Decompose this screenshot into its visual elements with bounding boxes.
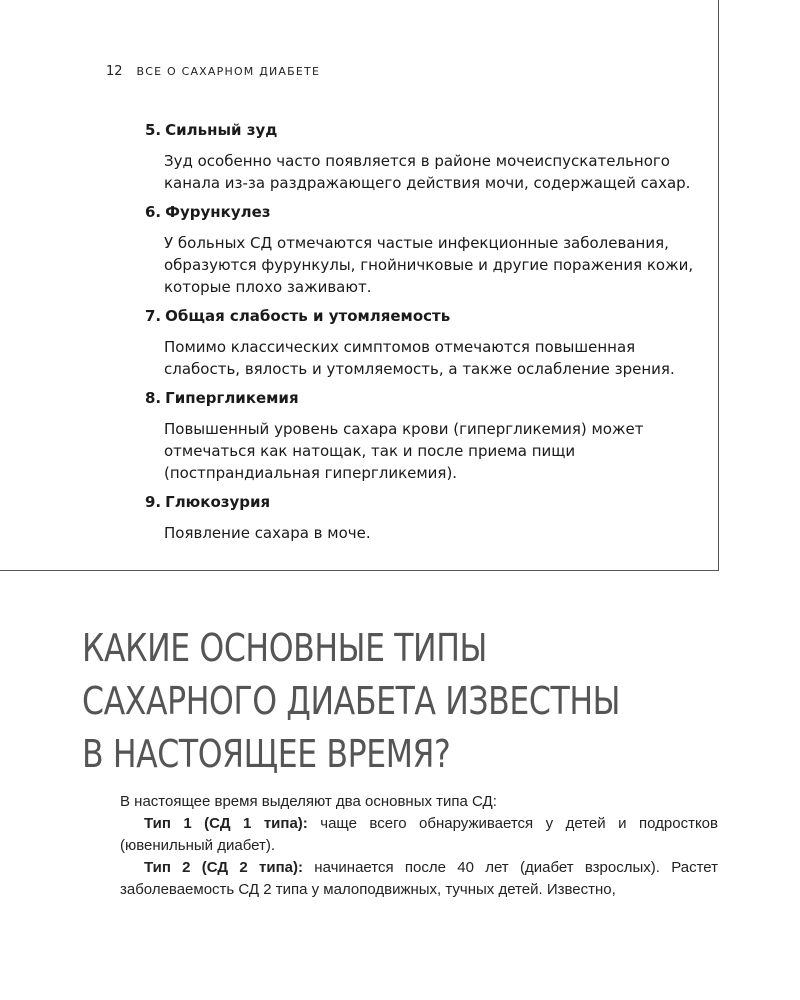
symptom-title bbox=[145, 120, 715, 140]
symptom-description: Повышенный уровень сахара крови (гипергликемия) может отмечаться как натощак, так и после приема пищи (постпрандиальная гипергликемия). bbox=[164, 420, 644, 482]
symptom-title-text: Глюкозурия bbox=[165, 493, 271, 511]
section-title: ВСЕ О САХАРНОМ ДИАБЕТЕ bbox=[136, 65, 321, 78]
type1-paragraph bbox=[120, 813, 718, 857]
symptom-description: Появление сахара в моче. bbox=[164, 524, 371, 542]
symptom-title bbox=[145, 202, 715, 222]
symptom-number: 5. bbox=[145, 121, 162, 139]
running-head bbox=[106, 64, 320, 79]
symptom-number: 9. bbox=[145, 493, 162, 511]
symptom-title-text: Фурункулез bbox=[165, 203, 271, 221]
symptom-title bbox=[145, 492, 715, 512]
page-number: 12 bbox=[106, 64, 123, 79]
type1-text: чаще всего обнаруживается у детей и подростков (ювенильный диабет). bbox=[120, 815, 718, 854]
intro-paragraph: В настоящее время выделяют два основных типа СД: bbox=[120, 793, 497, 810]
symptom-title bbox=[145, 388, 715, 408]
body-text bbox=[120, 791, 718, 901]
symptom-item-8 bbox=[145, 388, 715, 484]
symptom-number: 7. bbox=[145, 307, 162, 325]
symptom-item-7 bbox=[145, 306, 715, 380]
symptom-item-5 bbox=[145, 120, 715, 194]
symptom-title-text: Сильный зуд bbox=[165, 121, 278, 139]
symptom-description: Помимо классических симптомов отмечаются повышенная слабость, вялость и утомляемость, а также ослабление зрения. bbox=[164, 338, 675, 378]
symptom-number: 6. bbox=[145, 203, 162, 221]
symptom-title bbox=[145, 306, 715, 326]
symptom-item-6 bbox=[145, 202, 715, 298]
symptom-description: У больных СД отмечаются частые инфекционные заболевания, образуются фурункулы, гнойничковые и другие поражения кожи, которые плохо заживают. bbox=[164, 234, 694, 296]
symptom-item-9 bbox=[145, 492, 715, 544]
symptom-number: 8. bbox=[145, 389, 162, 407]
symptom-title-text: Гипергликемия bbox=[165, 389, 299, 407]
symptom-title-text: Общая слабость и утомляемость bbox=[165, 307, 451, 325]
type2-text: начинается после 40 лет (диабет взрослых). Растет заболеваемость СД 2 типа у малоподвижных, тучных детей. Известно, bbox=[120, 859, 718, 898]
type2-paragraph bbox=[120, 857, 718, 901]
type2-label: Тип 2 (СД 2 типа): bbox=[144, 859, 304, 876]
symptom-description: Зуд особенно часто появляется в районе мочеиспускательного канала из-за раздражающего действия мочи, содержащей сахар. bbox=[164, 152, 691, 192]
type1-label: Тип 1 (СД 1 типа): bbox=[144, 815, 308, 832]
section-heading: КАКИЕ ОСНОВНЫЕ ТИПЫ САХАРНОГО ДИАБЕТА ИЗВЕСТНЫ В НАСТОЯЩЕЕ ВРЕМЯ? bbox=[82, 626, 621, 776]
